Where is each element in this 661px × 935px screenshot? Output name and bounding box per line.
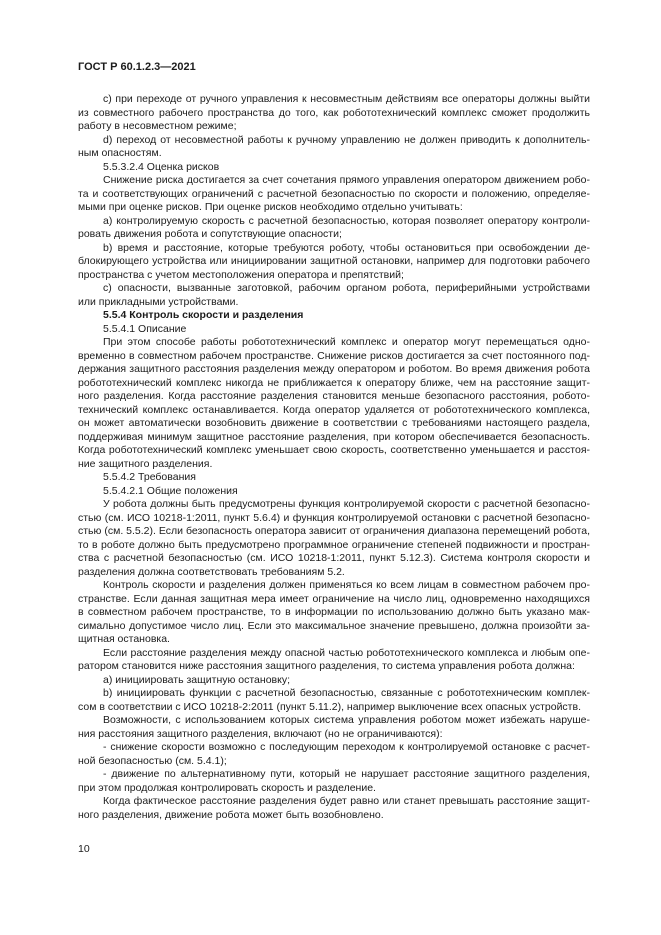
text-line: Когда робототехнический комплекс уменьшает свою скорость, соответственно уменьшается и расстоя- <box>78 444 590 456</box>
text-line: Снижение риска достигается за счет сочетания прямого управления оператором движением робо- <box>103 174 590 186</box>
text-line: та и соответствующих ограничений с расчетной безопасностью по скорости и положению, определяе- <box>78 187 590 200</box>
list-item <box>78 242 590 283</box>
text-line: Возможности, с использованием которых система управления роботом может избежать наруше- <box>103 714 590 726</box>
text-line: держания защитного расстояния разделения между оператором и роботом. Во время движения робота <box>78 363 590 375</box>
text-line: пространства с учетом местоположения оператора и препятствий; <box>78 268 404 281</box>
text-line: стью (см. ИСО 10218-1:2011, пункт 5.6.4) и функция контролируемой остановки с расчетной безопасно- <box>78 511 590 524</box>
list-item <box>78 215 590 242</box>
text-line: робототехнический комплекс никогда не приближается к оператору ближе, чем на расстояние защит- <box>78 376 590 389</box>
section-heading <box>78 471 590 485</box>
section-heading <box>78 485 590 499</box>
text-line: c) при переходе от ручного управления к несовместным действиям все операторы должны выйти <box>103 93 590 105</box>
text-line: то в роботе должно быть предусмотрено программное ограничение степеней подвижности и простран- <box>78 538 590 551</box>
text-line: стью (см. 5.5.2). Если безопасность оператора зависит от ограничения диапазона перемещений робота, <box>78 525 590 537</box>
text-line: технический комплекс останавливается. Когда оператор удаляется от робототехнического комплекса, <box>78 403 590 416</box>
text-line: ние защитного разделения. <box>78 457 213 470</box>
text-line: ного разделения. Когда расстояние разделения становится меньше безопасного расстояния, робото- <box>78 390 590 402</box>
section-heading <box>78 161 590 175</box>
text-line: 5.5.4.2 Требования <box>103 471 196 483</box>
text-line: поддерживая минимум защитное расстояние разделения, при котором обеспечивается безопасность. <box>78 430 590 443</box>
text-line: Когда фактическое расстояние разделения будет равно или станет превышать расстояние защит- <box>103 795 590 807</box>
text-line: при этом продолжая контролировать скорость и разделение. <box>78 781 376 794</box>
text-line: ным опасностям. <box>78 147 162 159</box>
text-line: Контроль скорости и разделения должен применяться ко всем лицам в совместном рабочем про- <box>103 579 590 591</box>
paragraph <box>78 647 590 674</box>
list-item <box>78 282 590 309</box>
paragraph <box>78 498 590 579</box>
text-line: a) контролируемую скорость с расчетной безопасностью, которая позволяет оператору контроли- <box>103 214 590 227</box>
text-line: b) инициировать функции с расчетной безопасностью, связанные с робототехническим комплек- <box>103 687 590 699</box>
text-line: ства с расчетной безопасностью (см. ИСО 10218-1:2011, пункт 5.12.3). Система контроля скорости и <box>78 552 590 564</box>
list-item <box>78 768 590 795</box>
text-line: - снижение скорости возможно с последующим переходом к контролируемой остановке с расчет- <box>103 741 590 753</box>
text-line: блокирующего устройства или инициировании защитной остановки, например для подготовки рабочего <box>78 255 590 267</box>
text-line: временно в совместном рабочем пространстве. Снижение рисков достигается за счет постоянного под- <box>78 349 590 362</box>
section-heading <box>78 309 590 323</box>
text-line: Если расстояние разделения между опасной частью робототехнического комплекса и любым опе- <box>103 646 590 659</box>
paragraph <box>78 714 590 741</box>
text-line: 5.5.4.1 Описание <box>103 322 187 335</box>
text-line: разделения должна соответствовать требованиям 5.2. <box>78 565 345 578</box>
text-line: щитная остановка. <box>78 633 170 645</box>
text-line: ного разделения, движение робота может быть возобновлено. <box>78 808 384 821</box>
list-item <box>78 741 590 768</box>
text-line: сом в соответствии с ИСО 10218-2:2011 (пункт 5.11.2), например выключение всех опасных устройств. <box>78 700 581 713</box>
list-item <box>78 687 590 714</box>
text-line: 5.5.4 Контроль скорости и разделения <box>103 309 304 321</box>
paragraph <box>78 795 590 822</box>
document-number: ГОСТ Р 60.1.2.3—2021 <box>78 61 196 73</box>
text-line: d) переход от несовместной работы к ручному управлению не должен приводить к дополнитель- <box>103 133 590 146</box>
text-line: ратором становится ниже расстояния защитного разделения, то система управления робота должна: <box>78 660 575 672</box>
document-body <box>78 93 590 822</box>
text-line: 5.5.4.2.1 Общие положения <box>103 484 238 497</box>
text-line: он может автоматически возобновить движение в соответствии с требованиями настоящего раздела, <box>78 417 590 429</box>
text-line: ной безопасностью (см. 5.4.1); <box>78 754 227 767</box>
page-number: 10 <box>78 843 90 855</box>
text-line: c) опасности, вызванные заготовкой, рабочим органом робота, периферийными устройствами <box>103 282 590 294</box>
list-item <box>78 93 590 134</box>
text-line: странстве. Если данная защитная мера имеет ограничение на число лиц, одновременно находящихся <box>78 592 590 605</box>
paragraph <box>78 579 590 647</box>
text-line: У робота должны быть предусмотрены функция контролируемой скорости с расчетной безопасно- <box>103 498 590 510</box>
text-line: a) инициировать защитную остановку; <box>103 673 290 686</box>
text-line: b) время и расстояние, которые требуются роботу, чтобы остановиться при освобождении де- <box>103 241 590 254</box>
text-line: работу в несовместном режиме; <box>78 120 237 132</box>
list-item <box>78 674 590 688</box>
text-line: мыми при оценке рисков. При оценке рисков необходимо отдельно учитывать: <box>78 201 463 213</box>
text-line: ния расстояния защитного разделения, включают (но не ограничиваются): <box>78 727 443 740</box>
text-line: - движение по альтернативному пути, который не нарушает расстояние защитного разделения, <box>103 768 590 780</box>
text-line: 5.5.3.2.4 Оценка рисков <box>103 160 220 173</box>
text-line: При этом способе работы робототехнический комплекс и оператор могут перемещаться одно- <box>103 336 590 348</box>
paragraph <box>78 174 590 215</box>
text-line: или прикладными устройствами. <box>78 295 239 308</box>
list-item <box>78 134 590 161</box>
text-line: из совместного рабочего пространства до того, как робототехнический комплекс сможет продолжить <box>78 106 590 119</box>
paragraph <box>78 336 590 471</box>
text-line: симально допустимое число лиц. Если это максимальное значение превышено, должна произойти за- <box>78 619 590 632</box>
text-line: ровать движения робота и сопутствующие опасности; <box>78 228 342 240</box>
section-heading <box>78 323 590 337</box>
text-line: в совместном рабочем пространстве, то в информации по использованию должно быть указано мак- <box>78 606 590 618</box>
